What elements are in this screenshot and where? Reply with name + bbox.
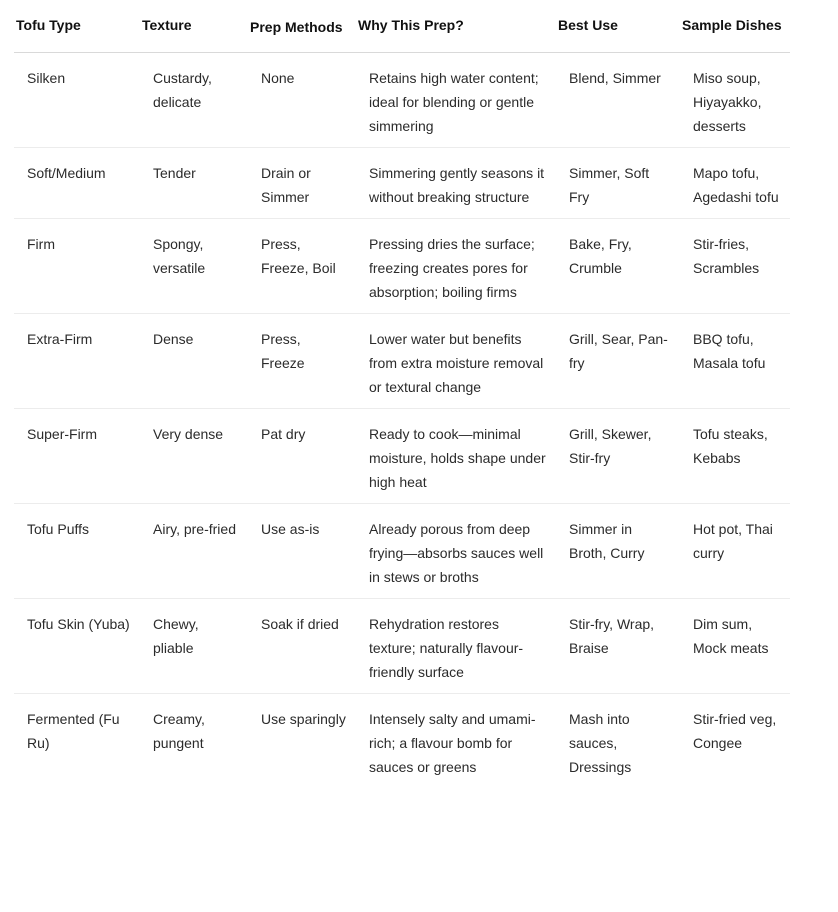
cell-tofu-type: Silken [14,53,140,148]
cell-texture: Very dense [140,409,248,504]
header-best-use: Best Use [556,0,680,53]
cell-best-use: Bake, Fry, Crumble [556,219,680,314]
header-prep-methods: Prep Methods [248,0,356,53]
table-row [14,219,790,314]
cell-texture: Custardy, delicate [140,53,248,148]
header-tofu-type: Tofu Type [14,0,140,53]
cell-best-use: Simmer, Soft Fry [556,148,680,219]
cell-prep-methods: Soak if dried [248,599,356,694]
cell-best-use: Stir-fry, Wrap, Braise [556,599,680,694]
cell-tofu-type: Extra-Firm [14,314,140,409]
cell-sample-dishes: Stir-fries, Scrambles [680,219,790,314]
header-row [14,0,790,53]
cell-tofu-type: Super-Firm [14,409,140,504]
cell-prep-methods: Use sparingly [261,711,346,727]
table-header [14,0,790,53]
cell-tofu-type: Soft/Medium [14,148,140,219]
cell-prep-methods: Drain or Simmer [248,148,356,219]
cell-tofu-type: Tofu Skin (Yuba) [14,599,140,694]
table-row [14,409,790,504]
cell-best-use: Simmer in Broth, Curry [556,504,680,599]
cell-prep-methods: Pat dry [248,409,356,504]
cell-texture: Airy, pre-fried [140,504,248,599]
table-row [14,148,790,219]
cell-tofu-type: Tofu Puffs [14,504,140,599]
cell-texture: Tender [140,148,248,219]
cell-why-this-prep: Already porous from deep frying—absorbs sauces well in stews or broths [356,504,556,599]
cell-sample-dishes: BBQ tofu, Masala tofu [680,314,790,409]
cell-best-use: Mash into sauces, Dressings [569,711,632,775]
table-row [14,694,790,789]
header-texture: Texture [140,0,248,53]
cell-why-this-prep: Pressing dries the surface; freezing creates pores for absorption; boiling firms [356,219,556,314]
cell-texture: Dense [140,314,248,409]
cell-why-this-prep: Retains high water content; ideal for blending or gentle simmering [356,53,556,148]
table-row [14,504,790,599]
cell-why-this-prep: Simmering gently seasons it without breaking structure [356,148,556,219]
table-body [14,53,790,789]
cell-sample-dishes: Hot pot, Thai curry [680,504,790,599]
table-row [14,599,790,694]
cell-prep-methods: Press, Freeze [248,314,356,409]
cell-prep-methods: Use as-is [248,504,356,599]
cell-best-use: Grill, Skewer, Stir-fry [556,409,680,504]
table-row [14,314,790,409]
cell-texture: Creamy, pungent [153,711,205,751]
cell-sample-dishes: Mapo tofu, Agedashi tofu [680,148,790,219]
cell-sample-dishes: Dim sum, Mock meats [680,599,790,694]
cell-texture: Spongy, versatile [140,219,248,314]
cell-why-this-prep: Intensely salty and umami-rich; a flavour bomb for sauces or greens [369,711,536,775]
cell-why-this-prep: Rehydration restores texture; naturally flavour-friendly surface [356,599,556,694]
cell-tofu-type: Fermented (Fu Ru) [27,711,120,751]
cell-best-use: Blend, Simmer [556,53,680,148]
cell-prep-methods: Press, Freeze, Boil [248,219,356,314]
cell-why-this-prep: Ready to cook—minimal moisture, holds shape under high heat [356,409,556,504]
header-why-this-prep: Why This Prep? [356,0,556,53]
cell-texture: Chewy, pliable [140,599,248,694]
table-row [14,53,790,148]
cell-best-use: Grill, Sear, Pan-fry [556,314,680,409]
header-sample-dishes: Sample Dishes [680,0,790,53]
cell-sample-dishes: Stir-fried veg, Congee [693,711,777,751]
cell-tofu-type: Firm [14,219,140,314]
cell-sample-dishes: Tofu steaks, Kebabs [680,409,790,504]
cell-prep-methods: None [248,53,356,148]
cell-sample-dishes: Miso soup, Hiyayakko, desserts [680,53,790,148]
tofu-table [14,0,790,788]
cell-why-this-prep: Lower water but benefits from extra moisture removal or textural change [356,314,556,409]
